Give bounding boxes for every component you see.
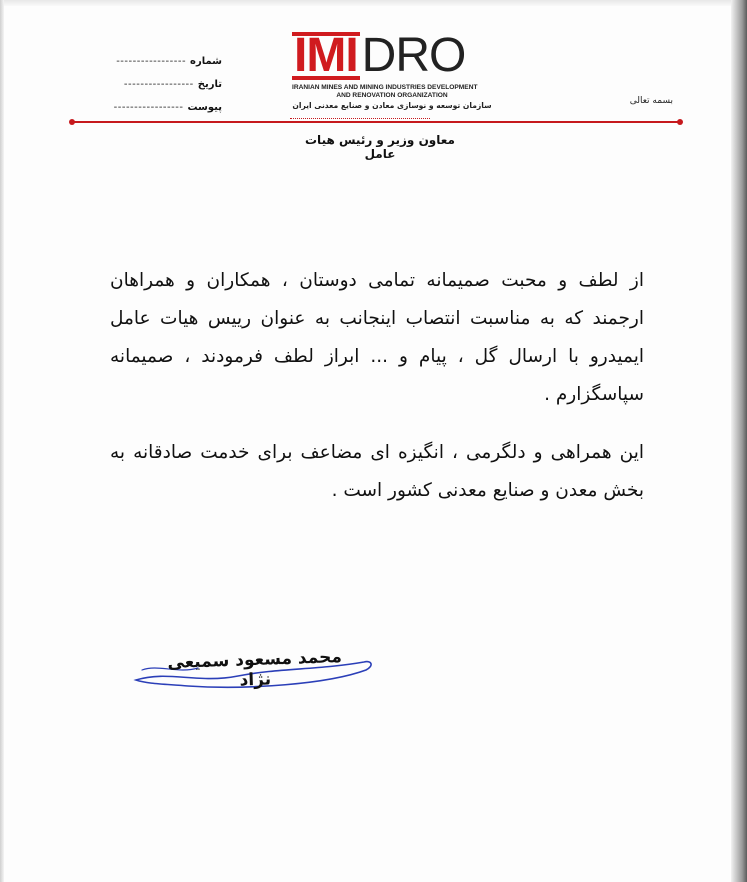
reference-fields xyxy=(92,50,222,119)
ref-date-label: تاریخ xyxy=(197,79,222,90)
body-paragraph: این همراهی و دلگرمی ، انگیزه ای مضاعف برای خدمت صادقانه به بخش معدن و صنایع معدنی کشور است . xyxy=(110,442,644,501)
scan-top-edge xyxy=(0,0,747,6)
ref-attachment-label: پیوست xyxy=(187,102,222,113)
imidro-logo xyxy=(292,29,492,110)
logo-mark-red: IMI xyxy=(294,29,358,82)
scan-left-edge xyxy=(0,0,4,882)
invocation: بسمه تعالی xyxy=(629,96,673,106)
logo-english-name xyxy=(292,84,492,100)
ref-date-row xyxy=(92,73,222,96)
logo-persian-name: سازمان توسعه و نوسازی معادن و صنایع معدنی ایران xyxy=(292,101,492,110)
ref-number-row xyxy=(92,50,222,73)
header-rule xyxy=(72,121,680,123)
ref-number-label: شماره xyxy=(190,56,222,67)
ref-date-value: ----------------- xyxy=(123,79,194,90)
logo-english-line1: IRANIAN MINES AND MINING INDUSTRIES DEVELOPMENT xyxy=(292,84,478,91)
signature-block xyxy=(128,640,378,692)
ref-attachment-value: ----------------- xyxy=(113,102,184,113)
logo-mark-dark: DRO xyxy=(361,29,466,82)
logo-wordmark xyxy=(292,29,492,82)
body-paragraph: از لطف و محبت صمیمانه تمامی دوستان ، همکاران و همراهان ارجمند که به مناسبت انتصاب اینجانب به عنوان رییس هیات عامل ایمیدرو با ارسال گل ، پیام و ... ابراز لطف فرمودند ، صمیمانه سپاسگزارم . xyxy=(110,270,644,405)
signatory-name: محمد مسعود سمیعی نژاد xyxy=(167,646,343,691)
letter-body xyxy=(110,262,644,510)
ref-number-value: ----------------- xyxy=(116,56,187,67)
logo-english-line2: AND RENOVATION ORGANIZATION xyxy=(336,92,448,99)
scan-right-shadow xyxy=(731,0,747,882)
sender-title: معاون وزیر و رئیس هیات عامل xyxy=(305,133,455,161)
ref-attachment-row xyxy=(92,96,222,119)
